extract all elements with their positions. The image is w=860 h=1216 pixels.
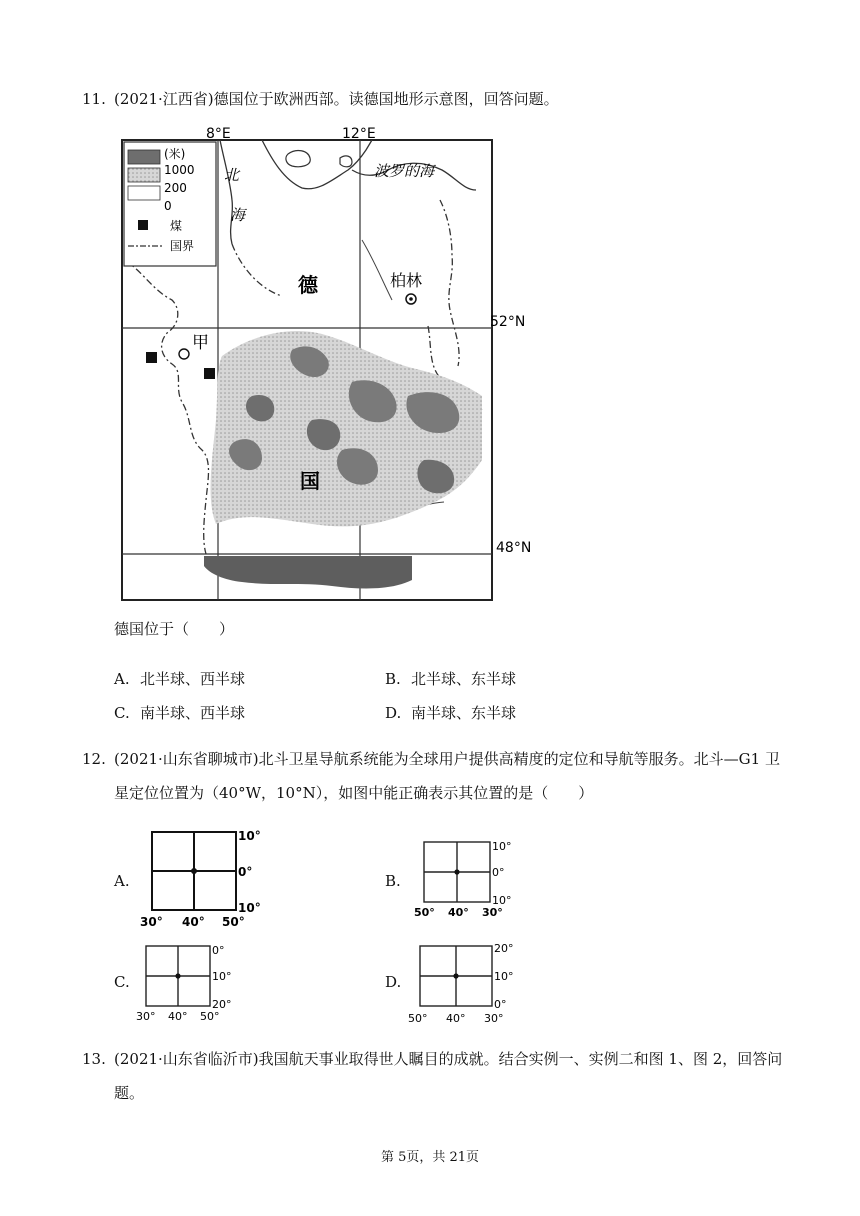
city-jia-marker (179, 349, 189, 359)
q12-number: 12. (82, 750, 106, 768)
label-north-sea-1: 北 (224, 166, 240, 184)
grid-c-right-mid: 10° (212, 970, 232, 983)
label-north-sea-2: 海 (230, 206, 246, 224)
option-text: 南半球、西半球 (140, 704, 246, 722)
lon-label-12e: 12°E (342, 126, 376, 142)
berlin-capital-dot (409, 297, 413, 301)
grid-b-right-mid: 0° (492, 866, 505, 879)
legend-coal-label: 煤 (170, 219, 183, 233)
grid-a-bottom-mid: 40° (182, 915, 205, 929)
q12-grid-c (134, 940, 244, 1026)
grid-a-bottom-left: 30° (140, 915, 163, 929)
label-de: 德 (298, 273, 318, 297)
grid-a-right-bottom: 10° (238, 901, 261, 915)
q13-stem-line2: 题。 (114, 1084, 145, 1102)
legend-swatch-1000 (128, 150, 160, 164)
q11-option-c (114, 702, 245, 723)
grid-c-right-top: 0° (212, 944, 225, 957)
grid-c-bottom-left: 30° (136, 1010, 156, 1023)
q11-number: 11. (82, 90, 106, 108)
q12-option-c-letter: C. (114, 973, 130, 991)
grid-d-bottom-left: 50° (408, 1012, 428, 1025)
grid-a-bottom-right: 50° (222, 915, 245, 929)
q12-grid-a (136, 826, 266, 930)
q11-source: (2021·江西省) (114, 90, 214, 108)
q12-option-d-letter: D. (385, 973, 402, 991)
legend-swatch-200 (128, 168, 160, 182)
option-letter: B. (385, 670, 401, 688)
option-letter: A. (114, 670, 130, 688)
option-text: 北半球、东半球 (411, 670, 517, 688)
grid-a-right-mid: 0° (238, 865, 253, 879)
legend-level-1000: 1000 (164, 163, 195, 177)
q11-option-a (114, 668, 245, 689)
grid-c-bottom-mid: 40° (168, 1010, 188, 1023)
q13-stem-line1: (2021·山东省临沂市)我国航天事业取得世人瞩目的成就。结合实例一、实例二和图 1、图 2，回答问 (114, 1050, 783, 1068)
grid-b-bottom-left: 50° (414, 906, 435, 919)
q12-grid-b (412, 836, 522, 922)
label-berlin: 柏林 (390, 271, 423, 290)
label-baltic-sea: 波罗的海 (374, 162, 435, 180)
lat-label-52n: 52°N (490, 314, 526, 330)
grid-b-point (454, 869, 459, 874)
map-legend (124, 142, 216, 266)
grid-d-bottom-right: 30° (484, 1012, 504, 1025)
q12-stem-line1: (2021·山东省聊城市)北斗卫星导航系统能为全球用户提供高精度的定位和导航等服务。北斗—G1 卫 (114, 750, 780, 768)
option-letter: D. (385, 704, 402, 722)
legend-swatch-0 (128, 186, 160, 200)
label-jia: 甲 (192, 333, 209, 353)
label-guo: 国 (300, 469, 320, 493)
islands (286, 151, 352, 167)
q11-stem-text: 德国位于欧洲西部。读德国地形示意图，回答问题。 (213, 90, 559, 108)
grid-b-right-bottom: 10° (492, 894, 512, 907)
legend-level-200: 200 (164, 181, 187, 195)
q11-stem (114, 84, 774, 114)
legend-level-0: 0 (164, 199, 172, 213)
grid-a-point (191, 868, 197, 874)
q12-grid-d (406, 938, 526, 1028)
grid-d-right-mid: 10° (494, 970, 514, 983)
grid-a-right-top: 10° (238, 829, 261, 843)
coal-symbol-1 (146, 352, 157, 363)
page-footer: 第 5页，共 21页 (380, 1150, 480, 1165)
grid-c-bottom-right: 50° (200, 1010, 220, 1023)
grid-d-right-bottom: 0° (494, 998, 507, 1011)
legend-border-label: 国界 (170, 239, 195, 253)
coal-symbol-2 (204, 368, 215, 379)
legend-unit: (米) (164, 147, 186, 161)
q11-sub-question: 德国位于（ ） (114, 620, 235, 638)
grid-d-bottom-mid: 40° (446, 1012, 466, 1025)
lat-label-48n: 48°N (496, 540, 532, 556)
legend-coal-symbol (138, 220, 148, 230)
q12-option-a-letter: A. (114, 872, 130, 890)
option-letter: C. (114, 704, 130, 722)
grid-b-bottom-mid: 40° (448, 906, 469, 919)
option-text: 南半球、东半球 (411, 704, 517, 722)
grid-c-right-bottom: 20° (212, 998, 232, 1011)
lon-label-8e: 8°E (206, 126, 231, 142)
grid-d-right-top: 20° (494, 942, 514, 955)
q11-option-d (385, 702, 516, 723)
grid-b-right-top: 10° (492, 840, 512, 853)
terrain-alps (204, 556, 412, 588)
q13-number: 13. (82, 1050, 106, 1068)
grid-c-point (175, 973, 180, 978)
germany-topographic-map (112, 120, 552, 610)
q12-stem-line2: 星定位位置为（40°W，10°N），如图中能正确表示其位置的是（ ） (114, 784, 594, 802)
grid-d-point (453, 973, 458, 978)
grid-b-bottom-right: 30° (482, 906, 503, 919)
q12-option-b-letter: B. (385, 872, 401, 890)
option-text: 北半球、西半球 (140, 670, 246, 688)
q11-option-b (385, 668, 516, 689)
